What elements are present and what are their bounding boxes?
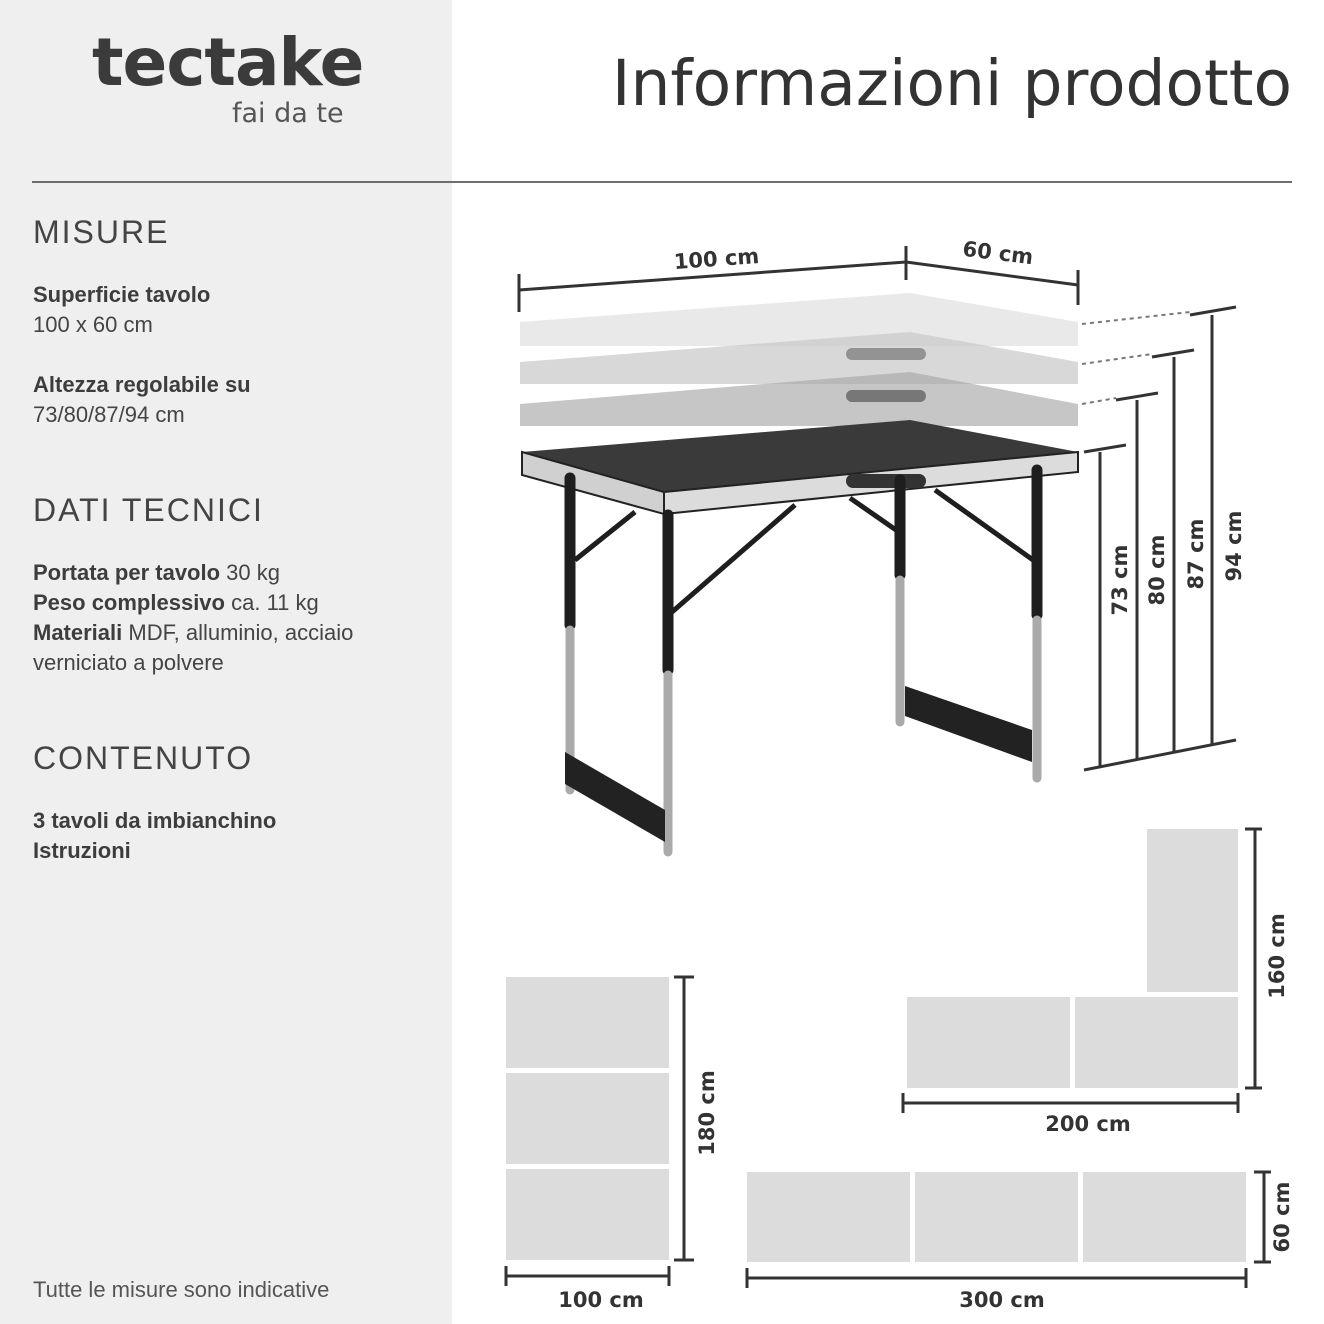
ghost-table-tops [520,293,1078,426]
spec-value: MDF, alluminio, acciaio verniciato a polvere [33,620,354,675]
brand-tagline: fai da te [232,98,344,129]
spec-label: Portata per tavolo [33,560,221,585]
page-title: Informazioni prodotto [611,47,1292,120]
height-label-73: 73 cm [1108,544,1132,616]
spec-label: Materiali [33,620,123,645]
section-heading-contenuto: CONTENUTO [33,740,254,776]
list-item: 3 tavoli da imbianchino [33,808,277,833]
layout-l-width: 200 cm [1045,1112,1131,1136]
spec-value: 30 kg [226,560,280,585]
layout-vertical-height: 180 cm [695,1070,719,1156]
table-illustration [522,420,1078,852]
surface-label: Superficie tavolo [33,282,211,307]
section-heading-misure: MISURE [33,214,170,250]
layout-row [747,1172,1294,1312]
width-label: 100 cm [673,244,760,274]
height-label: Altezza regolabile su [33,372,251,397]
layout-row-height: 60 cm [1270,1181,1294,1253]
height-value: 73/80/87/94 cm [33,402,185,427]
brand-logo: tectake [92,24,364,101]
height-label-94: 94 cm [1222,510,1246,582]
layout-l-height: 160 cm [1265,913,1289,999]
spec-value: ca. 11 kg [231,590,319,615]
section-heading-dati-tecnici: DATI TECNICI [33,492,264,528]
depth-label: 60 cm [961,236,1035,270]
layout-row-width: 300 cm [959,1288,1045,1312]
surface-value: 100 x 60 cm [33,312,153,337]
height-label-87: 87 cm [1184,518,1208,590]
list-item: Istruzioni [33,838,131,863]
spec-label: Peso complessivo [33,590,225,615]
layout-vertical [506,977,719,1312]
footnote: Tutte le misure sono indicative [33,1277,330,1302]
height-label-80: 80 cm [1145,534,1169,606]
layout-vertical-width: 100 cm [558,1288,644,1312]
layout-l-shape [903,829,1289,1136]
